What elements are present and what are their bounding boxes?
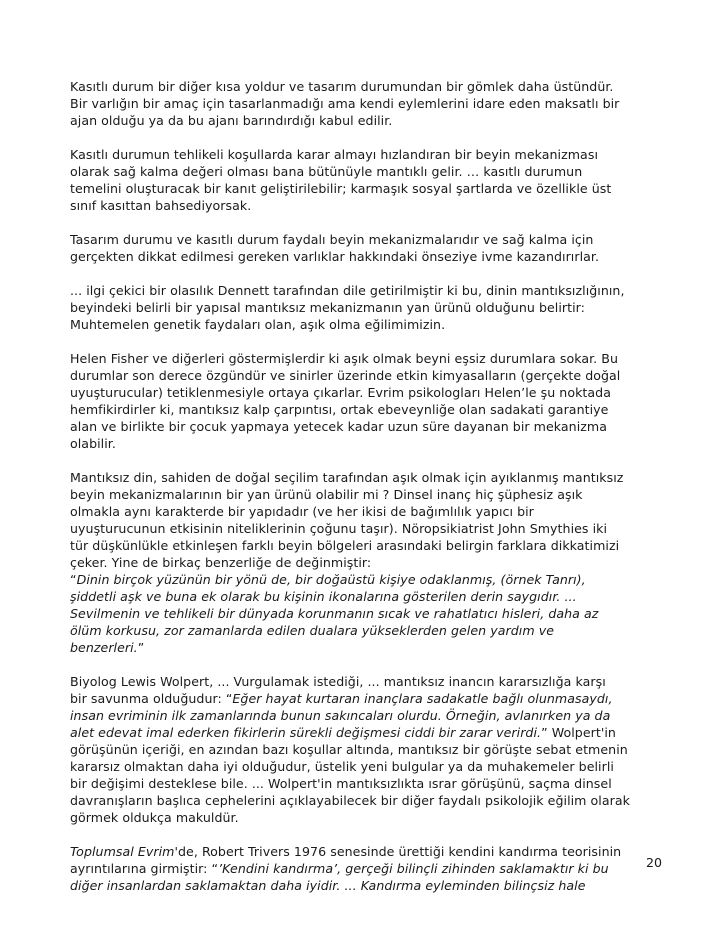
text-segment: Muhtemelen genetik faydaları olan, aşık olma eğilimimizin. bbox=[70, 317, 446, 332]
text-line bbox=[70, 316, 666, 333]
paragraph bbox=[70, 78, 666, 129]
text-line bbox=[70, 435, 666, 452]
text-line bbox=[70, 520, 666, 537]
text-segment: ayrıntılarına girmiştir: “ bbox=[70, 861, 219, 876]
italic-text: ölüm korkusu, zor zamanlarda edilen dualara yükseklerden gelen yardım ve bbox=[70, 623, 555, 638]
text-segment: ” Wolpert'in bbox=[541, 725, 616, 740]
text-line bbox=[70, 605, 666, 622]
text-line bbox=[70, 554, 666, 571]
text-line bbox=[70, 248, 666, 265]
text-line bbox=[70, 792, 666, 809]
text-line bbox=[70, 146, 666, 163]
text-segment: bir değişimi desteklese bile. ... Wolpert'in mantıksızlıkta ısrar görüşünü, saçma dinsel bbox=[70, 776, 612, 791]
italic-text: diğer insanlardan saklamaktan daha iyidir. ... Kandırma eyleminden bilinçsiz hale bbox=[70, 878, 586, 893]
text-line bbox=[70, 384, 666, 401]
text-line bbox=[70, 775, 666, 792]
text-segment: Kasıtlı durumun tehlikeli koşullarda karar almayı hızlandıran bir beyin mekanizması bbox=[70, 147, 598, 162]
text-line bbox=[70, 707, 666, 724]
text-line bbox=[70, 639, 666, 656]
text-segment: bir savunma olduğudur: “ bbox=[70, 691, 233, 706]
italic-text: Eğer hayat kurtaran inançlara sadakatle bağlı olunmasaydı, bbox=[232, 691, 613, 706]
text-segment: 'de, Robert Trivers 1976 senesinde ürettiği kendini kandırma teorisinin bbox=[174, 844, 622, 859]
text-segment: Helen Fisher ve diğerleri göstermişlerdir ki aşık olmak beyni eşsiz durumlara sokar. Bu bbox=[70, 351, 618, 366]
text-segment: olmakla aynı karakterde bir yapıdadır (ve her ikisi de bağımlılık yapıcı bir bbox=[70, 504, 534, 519]
italic-text: alet edevat imal ederken fikirlerin sürekli değişmesi ciddi bir zarar verirdi. bbox=[70, 725, 542, 740]
body-text bbox=[70, 78, 666, 911]
paragraph bbox=[70, 350, 666, 452]
text-segment: uyuşturucunun etkisinin niteliklerinin çoğunu taşır). Nöropsikiatrist John Smythies iki bbox=[70, 521, 608, 536]
text-segment: kararsız olmaktan daha iyi olduğudur, üstelik yeni bulgular ya da muhakemeler belirli bbox=[70, 759, 614, 774]
text-line bbox=[70, 843, 666, 860]
text-segment: gerçekten dikkat edilmesi gereken varlıklar hakkındaki önseziye ivme kazandırırlar. bbox=[70, 249, 600, 264]
text-line bbox=[70, 180, 666, 197]
paragraph bbox=[70, 469, 666, 656]
text-segment: davranışların başlıca cephelerini açıklayabilecek bir diğer faydalı psikolojik eğilim olarak bbox=[70, 793, 630, 808]
text-line bbox=[70, 163, 666, 180]
text-line bbox=[70, 673, 666, 690]
text-segment: alan ve birlikte bir çocuk yapmaya yetecek kadar uzun süre dayanan bir mekanizma bbox=[70, 419, 608, 434]
text-line bbox=[70, 78, 666, 95]
text-line bbox=[70, 469, 666, 486]
text-line bbox=[70, 809, 666, 826]
text-line bbox=[70, 588, 666, 605]
paragraph bbox=[70, 282, 666, 333]
text-segment: hemfikirdirler ki, mantıksız kalp çarpıntısı, ortak ebeveynliğe olan sadakati garantiye bbox=[70, 402, 609, 417]
italic-text: şiddetli aşk ve buna ek olarak bu kişinin ikonalarına gösterilen derin saygıdır. ... bbox=[70, 589, 577, 604]
italic-text: Sevilmenin ve tehlikeli bir dünyada korunmanın sıcak ve rahatlatıcı hisleri, daha az bbox=[70, 606, 599, 621]
text-line bbox=[70, 860, 666, 877]
text-line bbox=[70, 503, 666, 520]
text-segment: görüşünün içeriği, en azından bazı koşullar altında, mantıksız bir görüşte sebat etmenin bbox=[70, 742, 628, 757]
text-segment: sınıf kasıttan bahsediyorsak. bbox=[70, 198, 252, 213]
text-line bbox=[70, 622, 666, 639]
text-segment: ” bbox=[137, 640, 145, 655]
text-segment: Tasarım durumu ve kasıtlı durum faydalı beyin mekanizmalarıdır ve sağ kalma için bbox=[70, 232, 594, 247]
text-segment: Kasıtlı durum bir diğer kısa yoldur ve tasarım durumundan bir gömlek daha üstündür. bbox=[70, 79, 614, 94]
text-segment: olarak sağ kalma değeri olması bana bütünüyle mantıklı gelir. … kasıtlı durumun bbox=[70, 164, 583, 179]
text-segment: ajan olduğu ya da bu ajanı barındırdığı kabul edilir. bbox=[70, 113, 393, 128]
text-segment: durumlar son derece özgündür ve sinirler üzerinde etkin kimyasalların (gerçekte doğal bbox=[70, 368, 621, 383]
text-line bbox=[70, 724, 666, 741]
text-segment: beyin mekanizmalarının bir yan ürünü olabilir mi ? Dinsel inanç hiç şüphesiz aşık bbox=[70, 487, 583, 502]
text-segment: Biyolog Lewis Wolpert, ... Vurgulamak istediği, ... mantıksız inancın kararsızlığa karşı bbox=[70, 674, 606, 689]
text-line bbox=[70, 95, 666, 112]
text-line bbox=[70, 350, 666, 367]
text-line bbox=[70, 571, 666, 588]
italic-text: benzerleri. bbox=[70, 640, 138, 655]
italic-text: Dinin birçok yüzünün bir yönü de, bir doğaüstü kişiye odaklanmış, (örnek Tanrı), bbox=[76, 572, 586, 587]
italic-text: ’Kendini kandırma’, gerçeği bilinçli zihinden saklamaktır ki bu bbox=[218, 861, 609, 876]
page-number: 20 bbox=[645, 855, 662, 870]
text-segment: uyuşturucular) tetiklenmesiyle ortaya çıkarlar. Evrim psikologları Helen’le şu noktada bbox=[70, 385, 611, 400]
text-line bbox=[70, 112, 666, 129]
paragraph bbox=[70, 843, 666, 894]
text-line bbox=[70, 231, 666, 248]
italic-text: insan evriminin ilk zamanlarında bunun sakıncaları olurdu. Örneğin, avlanırken ya da bbox=[70, 708, 611, 723]
text-line bbox=[70, 741, 666, 758]
text-line bbox=[70, 418, 666, 435]
text-line bbox=[70, 282, 666, 299]
text-segment: görmek oldukça makuldür. bbox=[70, 810, 239, 825]
italic-text: Toplumsal Evrim bbox=[70, 844, 175, 859]
text-segment: beyindeki belirli bir yapısal mantıksız mekanizmanın yan ürünü olduğunu belirtir: bbox=[70, 300, 585, 315]
text-segment: ... ilgi çekici bir olasılık Dennett tarafından dile getirilmiştir ki bu, dinin mantıksızlığının, bbox=[70, 283, 625, 298]
text-line bbox=[70, 401, 666, 418]
text-segment: çeker. Yine de birkaç benzerliğe de değinmiştir: bbox=[70, 555, 372, 570]
text-line bbox=[70, 367, 666, 384]
text-line bbox=[70, 197, 666, 214]
text-line bbox=[70, 486, 666, 503]
text-segment: tür düşkünlükle etkinleşen farklı beyin bölgeleri arasındaki belirgin farklara dikkatimizi bbox=[70, 538, 620, 553]
paragraph bbox=[70, 231, 666, 265]
text-line bbox=[70, 690, 666, 707]
paragraph bbox=[70, 673, 666, 826]
paragraph bbox=[70, 146, 666, 214]
text-line bbox=[70, 299, 666, 316]
text-segment: Bir varlığın bir amaç için tasarlanmadığı ama kendi eylemlerini idare eden maksatlı bir bbox=[70, 96, 620, 111]
text-segment: Mantıksız din, sahiden de doğal seçilim tarafından aşık olmak için ayıklanmış mantıksız bbox=[70, 470, 624, 485]
text-segment: temelini oluşturacak bir kanıt geliştirilebilir; karmaşık sosyal şartlarda ve özellikle üst bbox=[70, 181, 612, 196]
text-segment: “ bbox=[70, 572, 77, 587]
text-segment: olabilir. bbox=[70, 436, 116, 451]
text-line bbox=[70, 877, 666, 894]
text-line bbox=[70, 537, 666, 554]
text-line bbox=[70, 758, 666, 775]
